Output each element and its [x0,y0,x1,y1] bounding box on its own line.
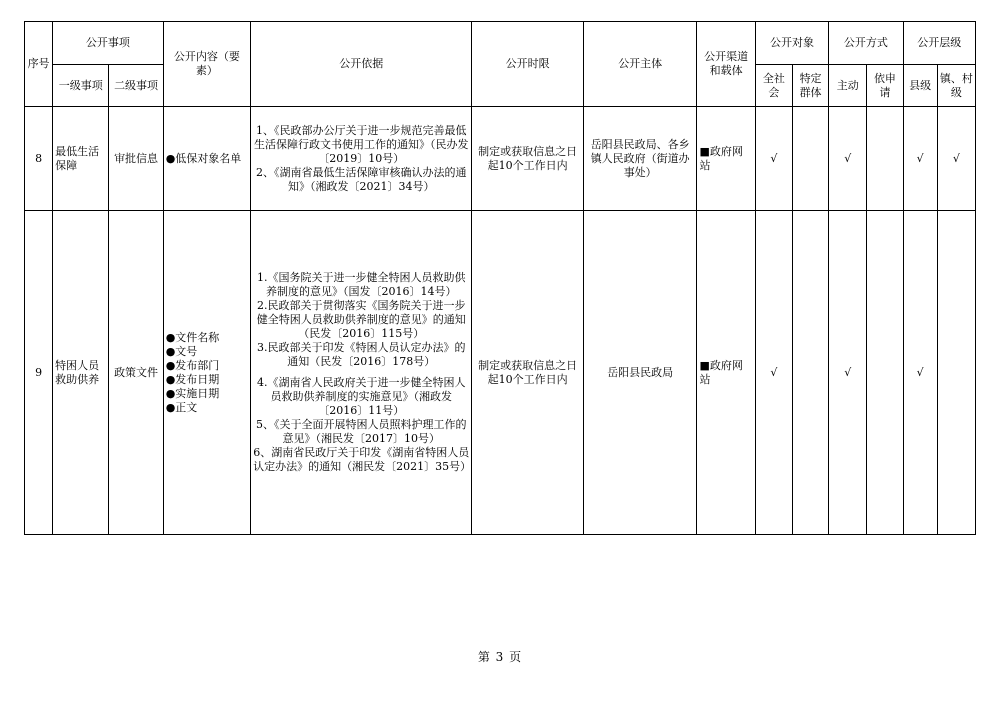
content-item: ●文件名称 [165,330,220,344]
disclosure-table [24,21,976,535]
content-item: ●文号 [165,344,198,358]
basis-item: 2、《湖南省最低生活保障审核确认办法的通知》（湘政发〔2021〕34号） [255,165,467,193]
cell-target-all: √ [755,107,792,211]
content-item: ●发布部门 [165,358,220,372]
header-tier-town: 镇、村级 [937,65,975,107]
basis-item: 1.《国务院关于进一步健全特困人员救助供养制度的意见》（国发〔2016〕14号） [256,271,466,298]
header-method-request: 依申请 [867,65,903,107]
cell-subject: 岳阳县民政局 [583,211,697,535]
cell-target-all: √ [755,211,792,535]
header-target: 公开对象 [755,22,828,65]
basis-item: 3.民政部关于印发《特困人员认定办法》的通知（民发〔2016〕178号） [256,341,466,368]
header-level2: 二级事项 [109,65,163,107]
basis-item: 1、《民政部办公厅关于进一步规范完善最低生活保障行政文书使用工作的通知》（民办发〔2019〕10号） [253,123,469,165]
cell-method-active: √ [829,211,867,535]
cell-time-limit: 制定或获取信息之日起10个工作日内 [472,211,584,535]
basis-spacer [253,369,469,376]
cell-tier-county: √ [903,107,937,211]
header-target-all: 全社会 [755,65,792,107]
header-row-1 [25,22,976,65]
cell-content [163,107,250,211]
table-row [25,107,976,211]
header-level1: 一级事项 [53,65,109,107]
basis-item: 4.《湖南省人民政府关于进一步健全特困人员救助供养制度的实施意见》（湘政发〔2016〕11号） [256,376,466,417]
table-row [25,211,976,535]
basis-item: 6、湖南省民政厅关于印发《湖南省特困人员认定办法》的通知（湘民发〔2021〕35号） [253,446,472,473]
content-item: ●发布日期 [165,372,220,386]
cell-basis [251,211,472,535]
header-content: 公开内容（要素） [163,22,250,107]
header-tier-county: 县级 [903,65,937,107]
header-time-limit: 公开时限 [472,22,584,107]
cell-tier-county: √ [903,211,937,535]
header-channel: 公开渠道和载体 [697,22,755,107]
cell-level2: 审批信息 [109,107,163,211]
basis-item: 5、《关于全面开展特困人员照料护理工作的意见》（湘民发〔2017〕10号） [255,418,467,445]
cell-method-request [867,211,903,535]
cell-tier-town: √ [937,107,975,211]
cell-subject: 岳阳县民政局、各乡镇人民政府（街道办事处） [583,107,697,211]
cell-level2: 政策文件 [109,211,163,535]
content-item: ●低保对象名单 [165,151,242,165]
page-number: 第 3 页 [477,650,523,664]
cell-channel: ■政府网站 [697,107,755,211]
header-matter: 公开事项 [53,22,164,65]
basis-item: 2.民政部关于贯彻落实《国务院关于进一步健全特困人员救助供养制度的意见》的通知（民发〔2016〕115号） [256,299,466,340]
cell-time-limit: 制定或获取信息之日起10个工作日内 [472,107,584,211]
header-tier: 公开层级 [903,22,975,65]
cell-level1: 特困人员救助供养 [53,211,109,535]
cell-method-active: √ [829,107,867,211]
content-item: ●正文 [165,400,198,414]
cell-target-specific [792,107,828,211]
cell-basis [251,107,472,211]
cell-content [163,211,250,535]
cell-target-specific [792,211,828,535]
header-seq: 序号 [25,22,53,107]
cell-seq: 8 [25,107,53,211]
header-subject: 公开主体 [583,22,697,107]
header-method-active: 主动 [829,65,867,107]
cell-level1: 最低生活保障 [53,107,109,211]
header-method: 公开方式 [829,22,903,65]
header-basis: 公开依据 [251,22,472,107]
cell-seq: 9 [25,211,53,535]
content-item: ●实施日期 [165,386,220,400]
header-target-specific: 特定群体 [792,65,828,107]
cell-tier-town [937,211,975,535]
cell-method-request [867,107,903,211]
cell-channel: ■政府网站 [697,211,755,535]
